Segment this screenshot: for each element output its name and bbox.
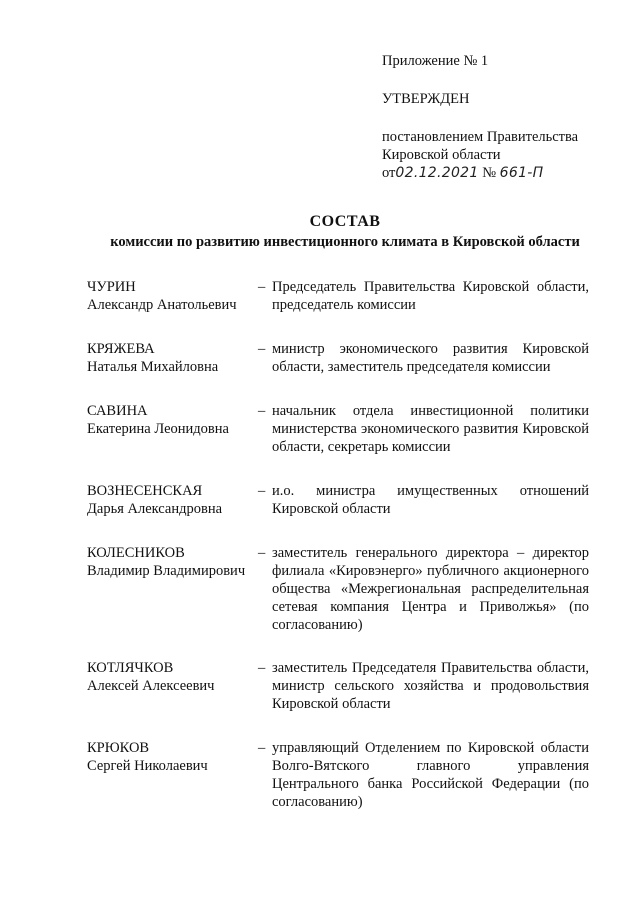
member-surname: ВОЗНЕСЕНСКАЯ [87, 483, 203, 499]
resolution-line-2: Кировской области [382, 147, 501, 163]
member-given-name: Дарья Александровна [87, 501, 223, 517]
member-surname: КРЯЖЕВА [87, 341, 155, 357]
member-dash: – [258, 545, 266, 561]
member-dash: – [258, 279, 266, 295]
member-name [87, 544, 257, 580]
handwritten-number: 661-П [499, 165, 544, 181]
member-dash: – [258, 403, 266, 419]
member-name [87, 739, 257, 775]
member-surname: САВИНА [87, 403, 148, 419]
member-name [87, 659, 257, 695]
member-role: и.о. министра имущественных отношений Кировской области [272, 483, 589, 517]
member-name [87, 482, 257, 518]
member-surname: КОЛЕСНИКОВ [87, 545, 185, 561]
member-given-name: Наталья Михайловна [87, 359, 219, 375]
document-subtitle: комиссии по развитию инвестиционного климата в Кировской области [110, 234, 580, 250]
member-name [87, 402, 257, 438]
member-role: министр экономического развития Кировской области, заместитель председателя комиссии [272, 341, 589, 375]
member-given-name: Владимир Владимирович [87, 563, 246, 579]
member-role: Председатель Правительства Кировской области, председатель комиссии [272, 279, 589, 313]
member-name [87, 340, 257, 376]
member-given-name: Сергей Николаевич [87, 758, 208, 774]
member-given-name: Алексей Алексеевич [87, 678, 215, 694]
member-surname: ЧУРИН [87, 279, 136, 295]
document-title: СОСТАВ [309, 213, 381, 230]
member-role: управляющий Отделением по Кировской области Волго-Вятского главного управления Центрального банка Российской Федерации (по согласованию) [272, 740, 589, 810]
approval-block [382, 52, 612, 182]
member-role: начальник отдела инвестиционной политики министерства экономического развития Кировской области, секретарь комиссии [272, 403, 589, 455]
approved-label: УТВЕРЖДЕН [382, 91, 470, 107]
document-heading [60, 212, 630, 252]
member-dash: – [258, 483, 266, 499]
resolution-date-line [382, 164, 612, 182]
member-role: заместитель генерального директора – директор филиала «Кировэнерго» публичного акционерного общества «Межрегиональная распределительная сетевая компания Центра и Приволжья» (по согласованию) [272, 545, 589, 633]
member-name [87, 278, 257, 314]
member-surname: КОТЛЯЧКОВ [87, 660, 174, 676]
resolution-line-1: постановлением Правительства [382, 129, 579, 145]
date-prefix: от [382, 165, 396, 181]
member-role: заместитель Председателя Правительства области, министр сельского хозяйства и продовольствия Кировской области [272, 660, 589, 712]
appendix-label: Приложение № 1 [382, 53, 489, 69]
member-given-name: Александр Анатольевич [87, 297, 237, 313]
number-prefix: № [482, 165, 497, 181]
member-dash: – [258, 660, 266, 676]
member-given-name: Екатерина Леонидовна [87, 421, 229, 437]
member-dash: – [258, 341, 266, 357]
member-surname: КРЮКОВ [87, 740, 150, 756]
handwritten-date: 02.12.2021 [395, 165, 479, 181]
member-dash: – [258, 740, 266, 756]
